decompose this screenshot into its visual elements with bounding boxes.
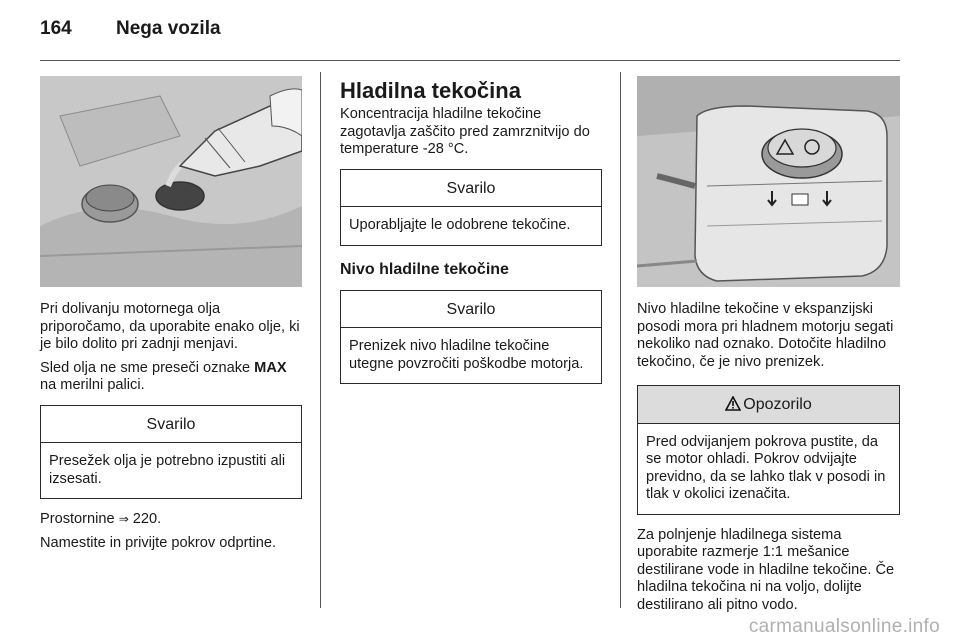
page-title: Nega vozila (116, 18, 221, 39)
page-reference-icon: ⇒ (118, 512, 129, 526)
header-rule (40, 60, 900, 61)
warning-box-title: Svarilo (341, 170, 601, 208)
column-divider-2 (620, 72, 621, 608)
watermark: carmanualsonline.info (748, 616, 940, 637)
section-heading: Hladilna tekočina (340, 78, 521, 103)
caution-box-title: Opozorilo (638, 386, 899, 424)
warning-box-title: Svarilo (41, 406, 301, 444)
max-label: MAX (254, 359, 287, 376)
capacity-reference: Prostornine ⇒ 220. (40, 511, 162, 527)
warning-box-text: Presežek olja je potrebno izpustiti ali izsesati. (49, 453, 286, 487)
warning-box-oil (40, 405, 302, 500)
coolant-fill-text: Za polnjenje hladilnega sistema uporabite razmerje 1:1 mešanice destilirane vode in hladilne tekočine. Če hladilna tekočina ni na voljo, dolijte destilirano ali pitno vodo. (637, 526, 895, 613)
column-divider-1 (320, 72, 321, 608)
page-header (40, 18, 221, 40)
warning-box-text: Uporabljajte le odobrene tekočine. (349, 217, 571, 233)
column-2 (340, 78, 602, 396)
coolant-tank-image (637, 76, 900, 287)
oil-text-2: Sled olja ne sme preseči oznake MAX na merilni palici. (40, 359, 287, 393)
page-number: 164 (40, 18, 72, 39)
warning-triangle-icon (725, 396, 741, 411)
warning-box-text: Prenizek nivo hladilne tekočine utegne povzročiti poškodbe motorja. (349, 338, 584, 372)
coolant-level-text: Nivo hladilne tekočine v ekspanzijski posodi mora pri hladnem motorju segati nekoliko nad oznako. Dotočite hladilno tekočino, če je nivo prenizek. (637, 301, 894, 370)
warning-box-coolant-1 (340, 169, 602, 246)
warning-box-title: Svarilo (341, 291, 601, 329)
caution-box (637, 385, 900, 515)
caution-box-text: Pred odvijanjem pokrova pustite, da se motor ohladi. Pokrov odvijajte previdno, da se lahko tlak v posodi in tlak v okolici izenačita. (646, 433, 886, 502)
column-1 (40, 76, 302, 558)
column-3 (637, 76, 900, 620)
coolant-text-1: Koncentracija hladilne tekočine zagotavlja zaščito pred zamrznitvijo do temperature -28 °C. (340, 106, 590, 157)
oil-text-1: Pri dolivanju motornega olja priporočamo, da uporabite enako olje, ki je bilo dolito pri zadnji menjavi. (40, 301, 300, 352)
subsection-heading: Nivo hladilne tekočine (340, 260, 509, 278)
engine-oil-image (40, 76, 302, 287)
warning-box-coolant-2 (340, 290, 602, 385)
oil-text-4: Namestite in privijte pokrov odprtine. (40, 534, 277, 551)
